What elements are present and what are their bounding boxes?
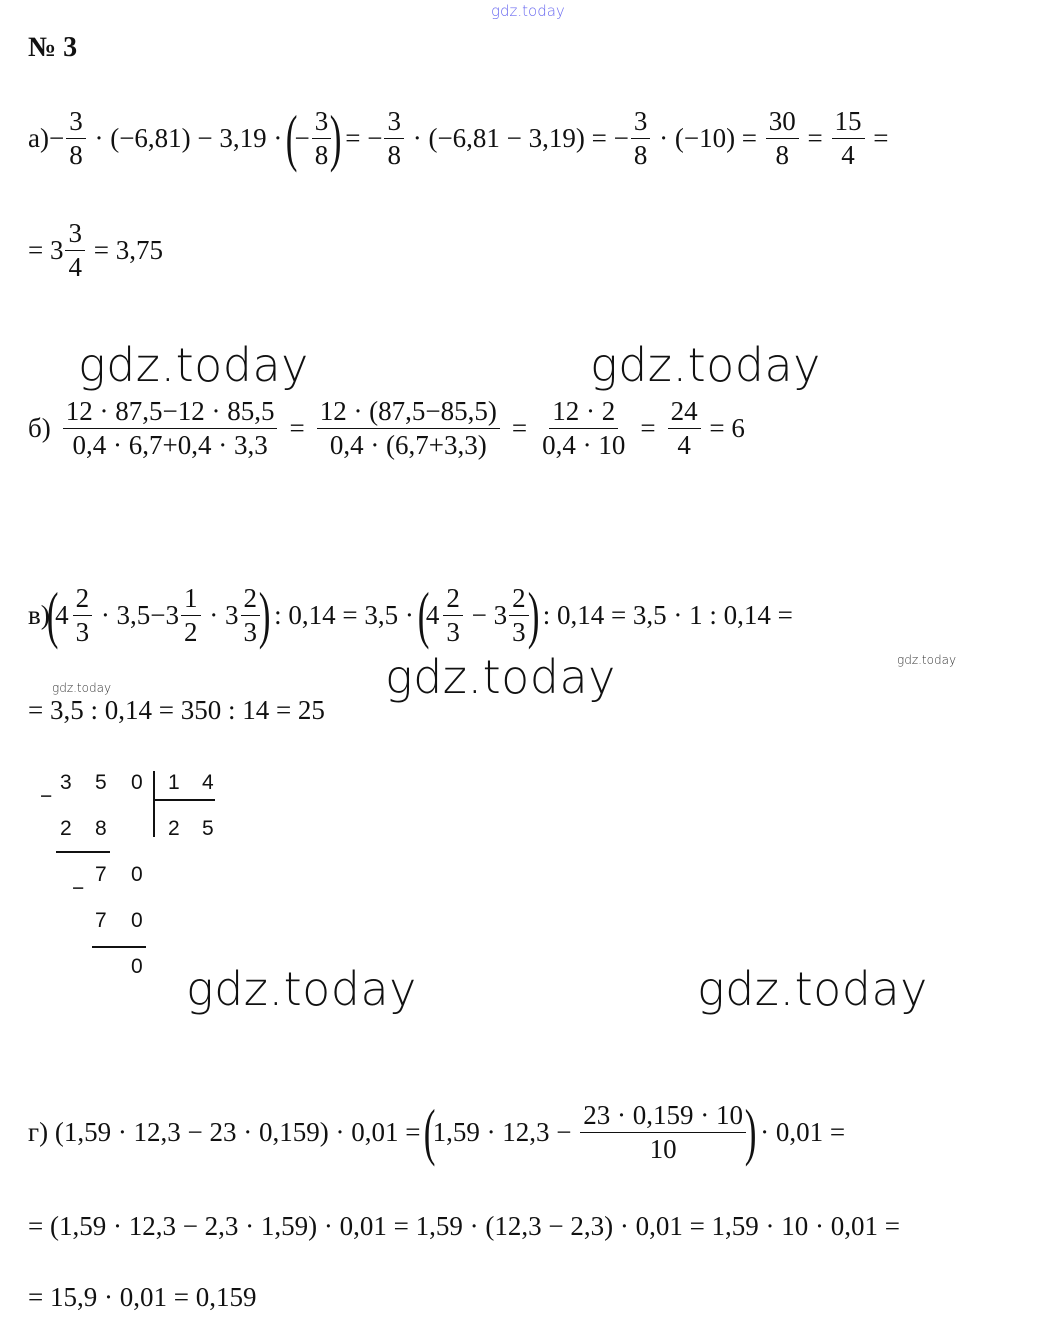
fraction: [63, 397, 278, 459]
watermark: gdz.today: [186, 962, 417, 1016]
digit: 0: [131, 771, 143, 794]
fraction: [509, 584, 529, 646]
right-paren: ): [744, 1096, 757, 1167]
text: = −: [338, 122, 383, 153]
text: −: [294, 122, 310, 153]
numerator: 12 · 87,5−12 · 85,5: [63, 397, 278, 428]
left-paren: (: [424, 1096, 436, 1167]
digit: 5: [95, 771, 107, 794]
denominator: 3: [446, 616, 460, 647]
right-paren: ): [329, 102, 342, 173]
digit: 8: [95, 817, 107, 840]
text: (1,59 · 12,3 − 23 · 0,159) · 0,01 =: [48, 1116, 428, 1147]
fraction: [312, 107, 332, 169]
fraction: [539, 397, 628, 459]
text: = 3: [28, 234, 64, 265]
denominator: 4: [68, 251, 82, 282]
part-b-label: б): [28, 412, 51, 443]
denominator: 3: [243, 616, 258, 647]
numerator: 15: [832, 107, 865, 138]
text: = 15,9 · 0,01 = 0,159: [28, 1281, 257, 1312]
text: · 3,5−3: [94, 599, 180, 630]
fraction: [181, 584, 201, 646]
fraction: [241, 584, 261, 646]
watermark: gdz.today: [590, 338, 821, 392]
numerator: 2: [73, 584, 93, 615]
part-a-line-2: [28, 220, 163, 280]
denominator: 8: [633, 139, 648, 170]
fraction: [66, 107, 86, 169]
text: = 3,5 : 0,14 = 350 : 14 = 25: [28, 694, 325, 725]
numerator: 12 · 2: [549, 397, 618, 428]
fraction: [317, 397, 500, 459]
fraction: [832, 107, 865, 169]
text: · (−6,81) − 3,19 ·: [87, 122, 290, 153]
fraction: [631, 107, 651, 169]
numerator: 2: [443, 584, 463, 615]
part-b-line: [28, 398, 745, 458]
text: · 0,01 =: [753, 1116, 846, 1147]
numerator: 2: [509, 584, 529, 615]
subtraction-line: [92, 946, 146, 948]
digit: 0: [131, 863, 143, 886]
numerator: 30: [766, 107, 799, 138]
digit: 3: [60, 771, 72, 794]
part-g-label: г): [28, 1116, 49, 1147]
numerator: 3: [384, 107, 404, 138]
denominator: 0,4 · (6,7+3,3): [329, 429, 487, 460]
text: = 3,75: [86, 234, 163, 265]
text: · (−10) =: [652, 122, 764, 153]
minus-sign: −: [72, 877, 85, 900]
denominator: 4: [841, 139, 855, 170]
integer-part: 4: [425, 599, 440, 630]
part-g-line-2: [28, 1206, 900, 1246]
text: · 3: [202, 599, 239, 630]
numerator: 3: [631, 107, 651, 138]
subtraction-line: [56, 851, 110, 853]
part-g-line-3: [28, 1277, 256, 1317]
right-paren: ): [527, 579, 540, 650]
text: · (−6,81 − 3,19) = −: [405, 122, 629, 153]
text: 1,59 · 12,3 −: [432, 1116, 579, 1147]
fraction: [73, 584, 93, 646]
task-number: № 3: [28, 32, 78, 63]
text: = 6: [702, 412, 745, 443]
digit: 7: [95, 863, 107, 886]
watermark: gdz.today: [697, 962, 928, 1016]
denominator: 3: [512, 616, 526, 647]
denominator: 4: [677, 429, 691, 460]
fraction: [65, 219, 85, 281]
text: : 0,14 = 3,5 · 1 : 0,14 =: [535, 599, 793, 630]
fraction: [766, 107, 799, 169]
watermark-small: gdz.today: [52, 681, 112, 695]
text: = (1,59 · 12,3 − 2,3 · 1,59) · 0,01 = 1,59 · (12,3 − 2,3) · 0,01 = 1,59 · 10 · 0,01 =: [28, 1210, 901, 1241]
digit: 0: [131, 955, 143, 978]
watermark-top: gdz.today: [491, 2, 565, 20]
equals: =: [511, 412, 528, 443]
equals: =: [640, 412, 656, 443]
numerator: 12 · (87,5−85,5): [317, 397, 500, 428]
text: =: [800, 122, 830, 153]
digit: 2: [168, 817, 180, 840]
part-a-line-1: [28, 102, 889, 173]
numerator: 3: [65, 219, 85, 250]
part-v-line-2: [28, 690, 325, 730]
long-division: [28, 765, 248, 985]
numerator: 23 · 0,159 · 10: [580, 1101, 746, 1132]
text: : 0,14 = 3,5 ·: [267, 599, 421, 630]
text: −: [48, 122, 65, 153]
denominator: 8: [69, 139, 83, 170]
text: =: [866, 122, 889, 153]
part-g-line-1: [28, 1096, 846, 1167]
left-paren: (: [285, 102, 298, 173]
division-line: [153, 799, 215, 801]
denominator: 2: [184, 616, 198, 647]
digit: 4: [202, 771, 214, 794]
numerator: 3: [312, 107, 332, 138]
denominator: 3: [75, 616, 90, 647]
minus-sign: −: [40, 785, 53, 808]
watermark-small: gdz.today: [897, 653, 957, 667]
numerator: 24: [668, 397, 701, 428]
fraction: [580, 1101, 746, 1163]
part-a-label: а): [28, 122, 49, 153]
denominator: 0,4 · 6,7+0,4 · 3,3: [72, 429, 268, 460]
numerator: 3: [66, 107, 86, 138]
equals: =: [289, 412, 305, 443]
digit: 0: [131, 909, 143, 932]
digit: 1: [168, 771, 180, 794]
denominator: 10: [649, 1133, 677, 1164]
numerator: 2: [241, 584, 261, 615]
denominator: 8: [314, 139, 329, 170]
denominator: 8: [775, 139, 790, 170]
division-bar: [153, 771, 155, 837]
left-paren: (: [46, 579, 59, 650]
fraction: [384, 107, 404, 169]
digit: 5: [202, 817, 214, 840]
left-paren: (: [417, 579, 430, 650]
part-v-line-1: [28, 579, 793, 650]
numerator: 1: [181, 584, 201, 615]
denominator: 0,4 · 10: [542, 429, 626, 460]
fraction: [668, 397, 701, 459]
digit: 7: [95, 909, 107, 932]
digit: 2: [60, 817, 72, 840]
right-paren: ): [258, 579, 271, 650]
watermark: gdz.today: [78, 338, 309, 392]
watermark: gdz.today: [385, 650, 616, 704]
text: − 3: [464, 599, 508, 630]
fraction: [443, 584, 463, 646]
denominator: 8: [387, 139, 401, 170]
integer-part: 4: [55, 599, 69, 630]
part-v-label: в): [28, 599, 50, 630]
